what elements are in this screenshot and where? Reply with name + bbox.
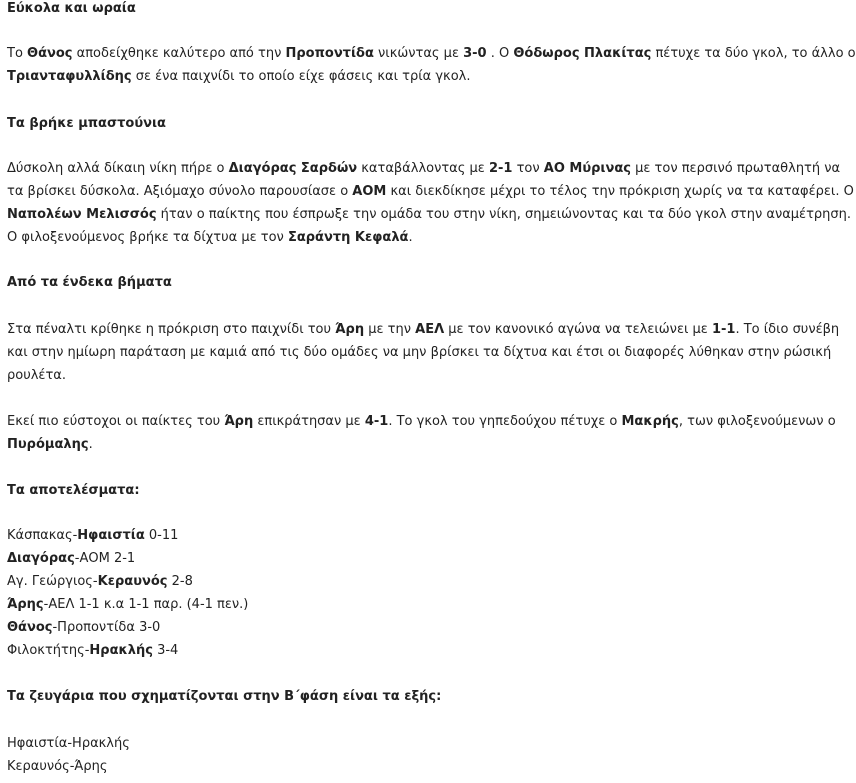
text-run: Εκεί πιο εύστοχοι οι παίκτες του <box>7 414 225 429</box>
text-run: Φιλοκτήτης- <box>7 643 90 658</box>
bold-text: Θάνος <box>27 46 73 61</box>
text-run: με τον περσινό πρωταθλητή να <box>630 161 841 176</box>
text-run: και στην ημίωρη παράταση με καμιά από τις δύο ομάδες να μην βρίσκει τα δίχτυα και έτσι οι διαφορές λύθηκαν στην ρώσική <box>7 345 832 360</box>
section-heading-easy-win: Εύκολα και ωραία <box>7 1 136 16</box>
text-run: 2-8 <box>167 574 193 589</box>
paragraph-line <box>7 436 93 454</box>
result-row <box>7 642 178 660</box>
bold-text: Κεραυνός <box>97 574 168 589</box>
paragraph-line <box>7 160 840 178</box>
text-run: αποδείχθηκε καλύτερο από την <box>72 46 286 61</box>
section-heading-penalties: Από τα ένδεκα βήματα <box>7 275 172 290</box>
paragraph-line <box>7 206 851 224</box>
bold-text: Πυρόμαλης <box>7 437 89 452</box>
bold-text: Ηφαιστία <box>77 528 145 543</box>
bold-text: Διαγόρας <box>7 551 75 566</box>
section-heading-tough-match: Τα βρήκε μπαστούνια <box>7 116 166 131</box>
result-row <box>7 619 160 637</box>
text-run: . <box>88 437 93 452</box>
text-run: , των φιλοξενούμενων ο <box>678 414 836 429</box>
pair-row: Ηφαιστία-Ηρακλής <box>7 736 130 751</box>
bold-text: Τριανταφυλλίδης <box>7 69 132 84</box>
bold-text: 1-1 <box>711 322 736 337</box>
text-run: 0-11 <box>144 528 179 543</box>
text-run: . Ο <box>486 46 514 61</box>
paragraph-line <box>7 229 413 247</box>
text-run: επικράτησαν με <box>253 414 365 429</box>
text-run: Ο φιλοξενούμενος βρήκε τα δίχτυα με τον <box>7 230 288 245</box>
result-row <box>7 596 248 614</box>
bold-text: ΑΕΛ <box>415 322 445 337</box>
paragraph-line <box>7 45 856 63</box>
paragraph-line <box>7 321 839 339</box>
text-run: καταβάλλοντας με <box>357 161 489 176</box>
bold-text: Άρη <box>224 414 254 429</box>
result-row <box>7 573 193 591</box>
text-run: τα βρίσκει δύσκολα. Αξιόμαχο σύνολο παρουσίασε ο <box>7 184 353 199</box>
text-run: ήταν ο παίκτης που έσπρωξε την ομάδα του στην νίκη, σημειώνοντας και τα δύο γκολ στην αναμέτρηση. <box>156 207 852 222</box>
text-run: . Το γκολ του γηπεδούχου πέτυχε ο <box>388 414 622 429</box>
text-run: με τον κανονικό αγώνα να τελειώνει με <box>444 322 712 337</box>
paragraph-line <box>7 183 854 201</box>
paragraph-line <box>7 344 831 362</box>
bold-text: Μακρής <box>621 414 679 429</box>
bold-text: Διαγόρας Σαρδών <box>228 161 358 176</box>
bold-text: Άρη <box>335 322 365 337</box>
bold-text: Θάνος <box>7 620 53 635</box>
bold-text: Ναπολέων Μελισσός <box>7 207 157 222</box>
text-run: Δύσκολη αλλά δίκαιη νίκη πήρε ο <box>7 161 229 176</box>
text-run: ρουλέτα. <box>7 368 66 383</box>
bold-text: Ηρακλής <box>89 643 153 658</box>
bold-text: 2-1 <box>488 161 513 176</box>
text-run: Στα πέναλτι κρίθηκε η πρόκριση στο παιχνίδι του <box>7 322 336 337</box>
paragraph-line <box>7 367 66 385</box>
text-run: τον <box>512 161 544 176</box>
result-row <box>7 550 135 568</box>
bold-text: Προποντίδα <box>285 46 374 61</box>
text-run: και διεκδίκησε μέχρι το τέλος την πρόκριση χωρίς να τα καταφέρει. Ο <box>386 184 854 199</box>
text-run: -Προποντίδα 3-0 <box>52 620 161 635</box>
text-run: -ΑΕΛ 1-1 κ.α 1-1 παρ. (4-1 πεν.) <box>43 597 249 612</box>
bold-text: ΑΟΜ <box>352 184 387 199</box>
bold-text: Θόδωρος Πλακίτας <box>513 46 652 61</box>
text-run: Αγ. Γεώργιος- <box>7 574 98 589</box>
results-heading: Τα αποτελέσματα: <box>7 483 140 498</box>
text-run: . <box>408 230 413 245</box>
text-run: 3-4 <box>152 643 179 658</box>
text-run: με την <box>364 322 416 337</box>
text-run: -ΑΟΜ 2-1 <box>74 551 136 566</box>
paragraph-line <box>7 68 470 86</box>
text-run: πέτυχε τα δύο γκολ, το άλλο ο <box>651 46 856 61</box>
bold-text: 4-1 <box>364 414 389 429</box>
bold-text: 3-0 <box>463 46 487 61</box>
pairs-heading: Τα ζευγάρια που σχηματίζονται στην Β΄φάση είναι τα εξής: <box>7 689 442 704</box>
text-run: Κάσπακας- <box>7 528 78 543</box>
text-run: . Το ίδιο συνέβη <box>735 322 840 337</box>
bold-text: Σαράντη Κεφαλά <box>287 230 409 245</box>
bold-text: ΑΟ Μύρινας <box>543 161 631 176</box>
result-row <box>7 527 178 545</box>
paragraph-line <box>7 413 836 431</box>
pair-row: Κεραυνός-Άρης <box>7 759 108 774</box>
bold-text: Άρης <box>7 597 44 612</box>
text-run: Το <box>7 46 28 61</box>
text-run: σε ένα παιχνίδι το οποίο είχε φάσεις και τρία γκολ. <box>131 69 471 84</box>
text-run: νικώντας με <box>373 46 464 61</box>
